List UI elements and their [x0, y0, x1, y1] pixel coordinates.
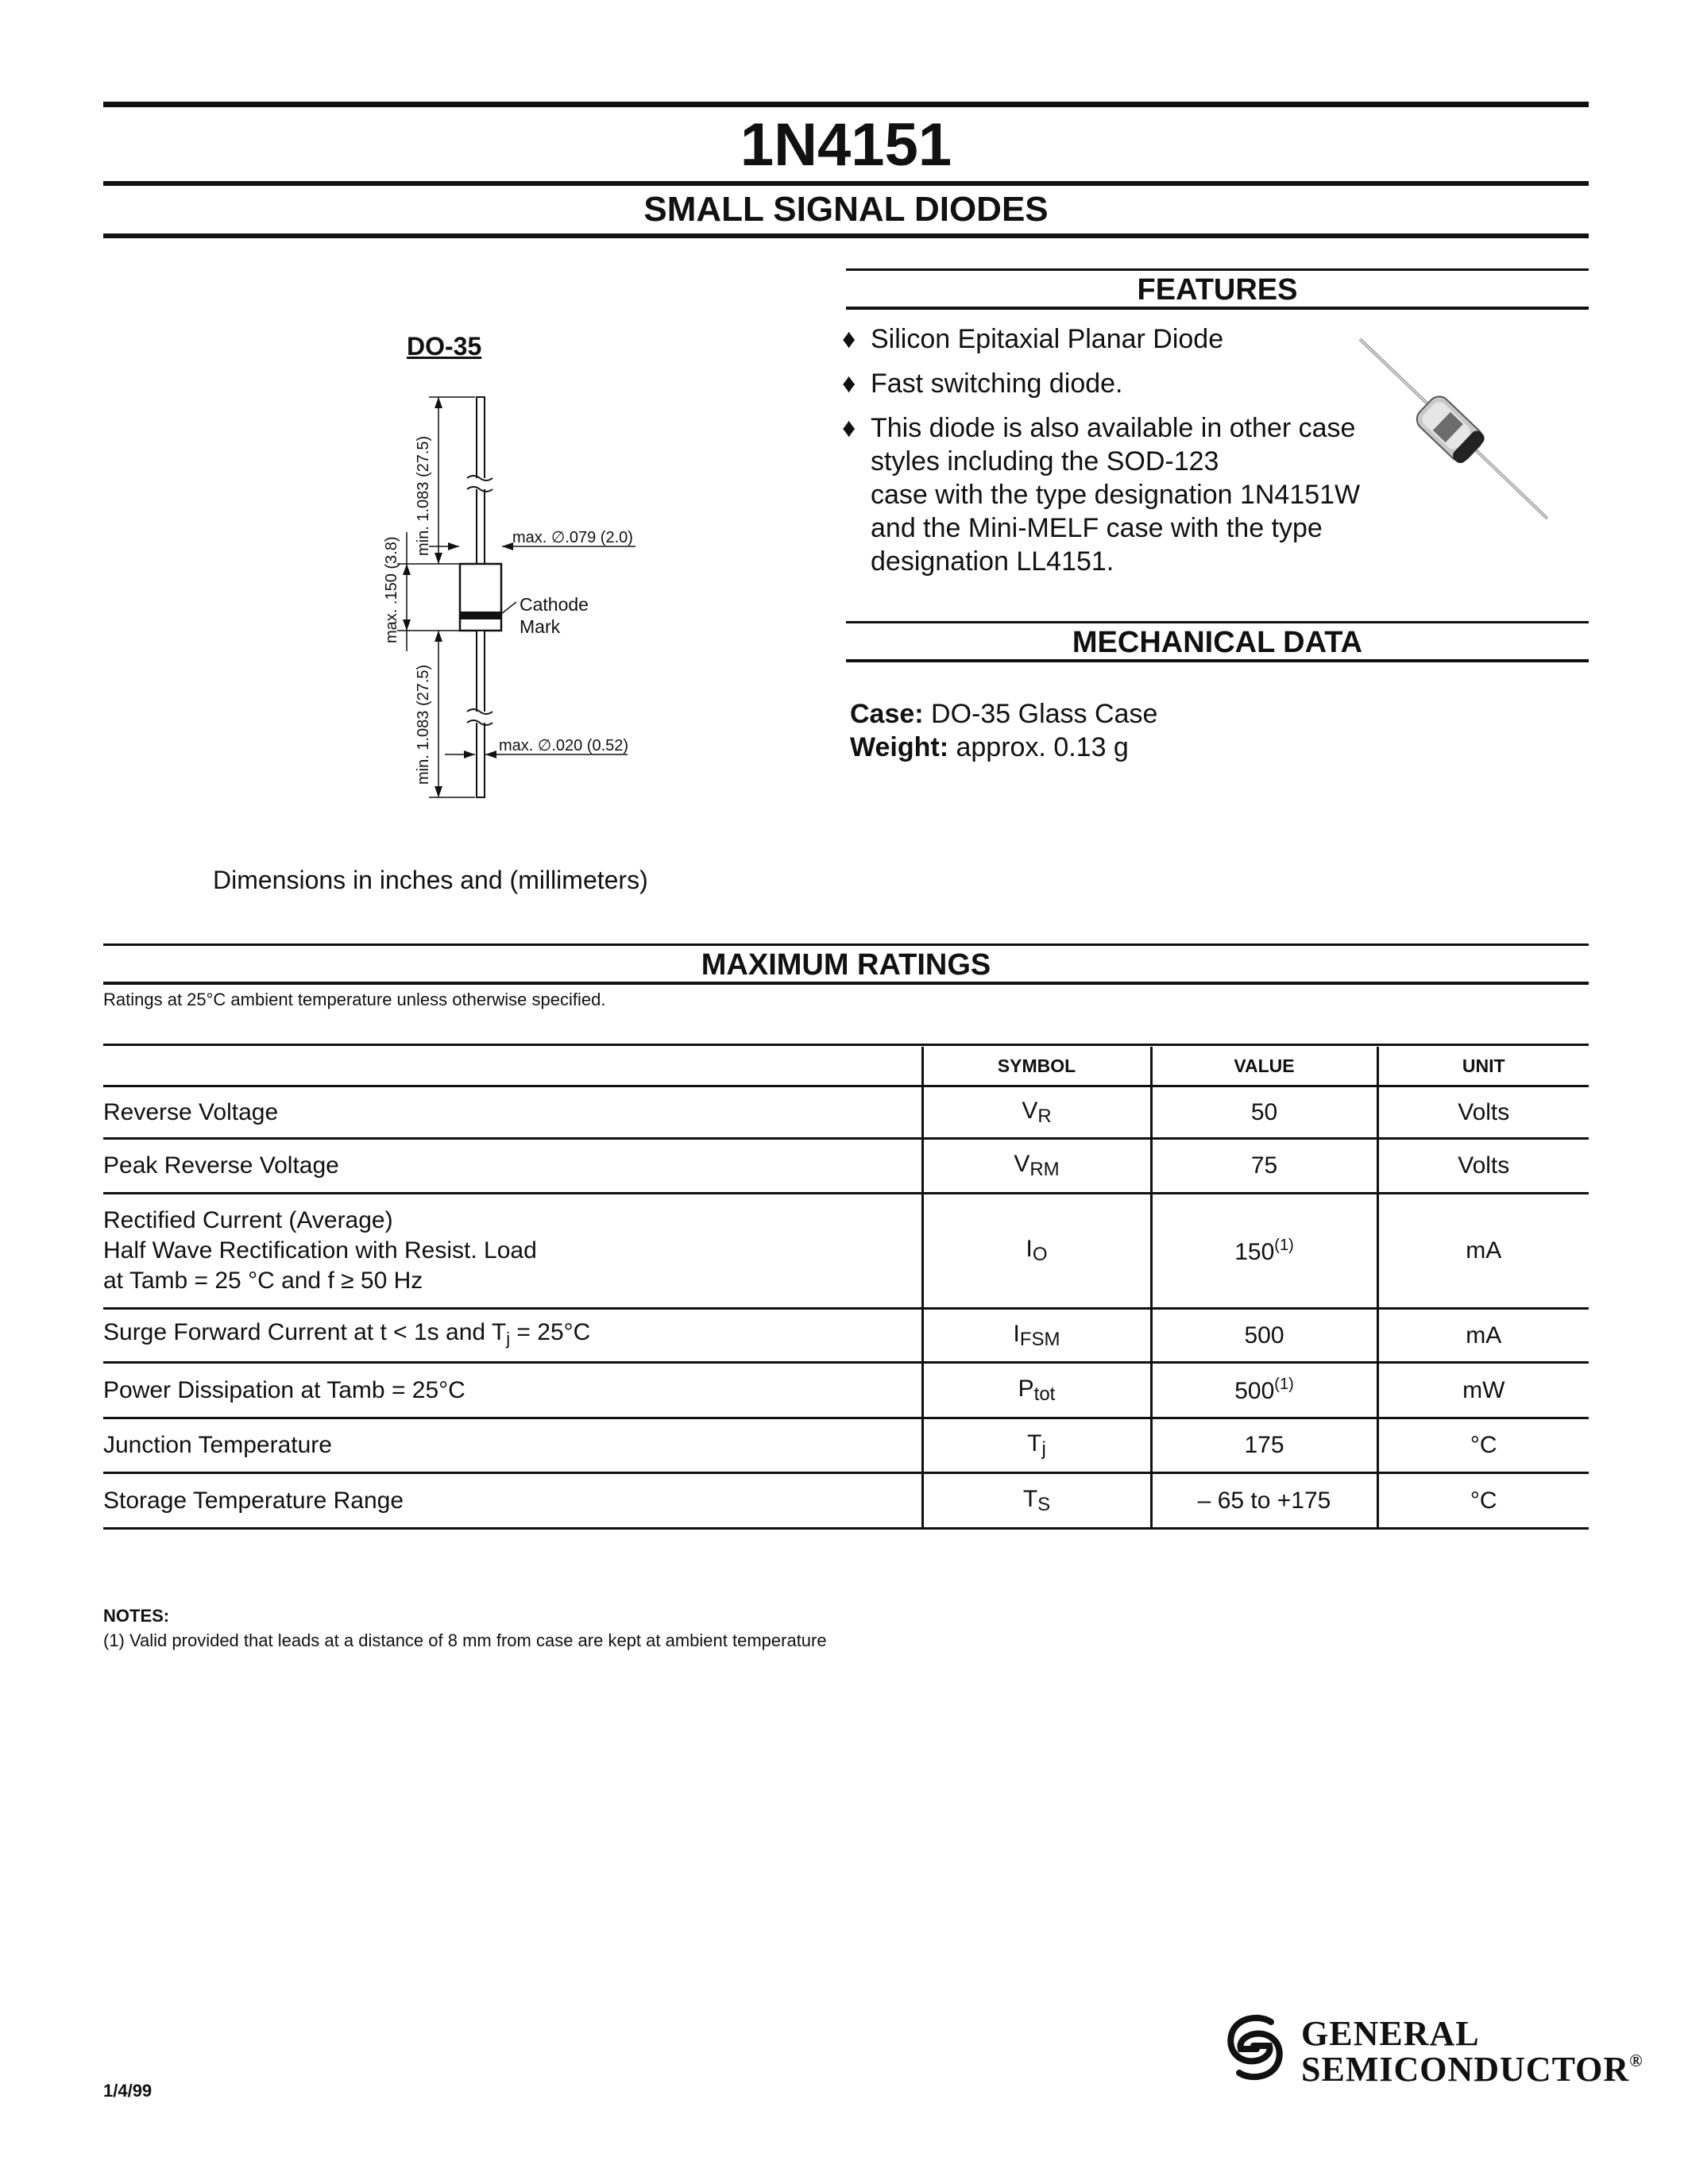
weight-label: Weight: [850, 732, 949, 762]
top-rule [103, 102, 1589, 107]
dim-lower-lead: min. 1.083 (27.5) [415, 664, 432, 785]
value-text: 75 [1250, 1152, 1278, 1179]
unit-cell [1377, 1418, 1589, 1473]
case-value: DO-35 Glass Case [923, 699, 1158, 729]
value-text: 50 [1250, 1098, 1278, 1125]
case-label: Case: [850, 699, 924, 729]
symbol-main: T [1022, 1485, 1038, 1512]
cathode-label-line1: Cathode [520, 594, 589, 615]
value-cell [1151, 1473, 1377, 1529]
param-cell [103, 1139, 922, 1194]
table-row [103, 1194, 1589, 1309]
value-text: 175 [1244, 1432, 1284, 1458]
package-label: DO-35 [407, 332, 482, 361]
param-text: Half Wave Rectification with Resist. Load [103, 1237, 537, 1264]
ratings-heading: MAXIMUM RATINGS [701, 948, 991, 982]
param-subscript: j [506, 1328, 511, 1349]
feature-text: Silicon Epitaxial Planar Diode [871, 324, 1224, 354]
symbol-main: V [1014, 1151, 1030, 1177]
unit-cell [1377, 1139, 1589, 1194]
symbol-cell [922, 1418, 1151, 1473]
symbol-main: I [1013, 1320, 1020, 1347]
unit-cell [1377, 1086, 1589, 1139]
param-text: at Tamb = 25 °C and f ≥ 50 Hz [103, 1268, 423, 1294]
param-text: Storage Temperature Range [103, 1487, 404, 1514]
symbol-main: V [1022, 1097, 1038, 1124]
symbol-sub: j [1041, 1438, 1046, 1460]
table-header-row [103, 1047, 1589, 1086]
bullet-icon: ♦ [842, 324, 856, 354]
param-cell [103, 1309, 922, 1363]
value-cell [1151, 1309, 1377, 1363]
ratings-note: Ratings at 25°C ambient temperature unless otherwise specified. [103, 990, 606, 1009]
logo-line2 [1301, 2049, 1644, 2089]
feature-text: This diode is also available in other case [871, 413, 1356, 443]
dim-body: max. .150 (3.8) [383, 536, 400, 643]
symbol-main: P [1018, 1375, 1034, 1402]
table-top-rule [103, 1044, 1589, 1046]
title-rule [103, 181, 1589, 186]
symbol-sub: FSM [1019, 1328, 1060, 1350]
symbol-main: T [1027, 1430, 1042, 1457]
table-row [103, 1363, 1589, 1418]
param-cell [103, 1194, 922, 1309]
registered-mark: ® [1629, 2051, 1644, 2070]
value-text: 500 [1244, 1322, 1284, 1349]
feature-text: designation LL4151. [871, 546, 1114, 577]
value-footnote-ref: (1) [1274, 1376, 1294, 1393]
value-cell [1151, 1418, 1377, 1473]
value-text: 500 [1234, 1378, 1275, 1404]
symbol-cell [922, 1363, 1151, 1418]
dim-body-diameter: max. ∅.079 (2.0) [512, 529, 633, 546]
symbol-sub: O [1032, 1244, 1048, 1265]
cathode-label-line2: Mark [520, 616, 561, 637]
dim-upper-lead: min. 1.083 (27.5) [415, 435, 432, 556]
mechanical-rule-bottom [846, 659, 1589, 662]
subtitle: SMALL SIGNAL DIODES [643, 190, 1049, 229]
general-semiconductor-logo-icon [1215, 2008, 1295, 2087]
unit-cell [1377, 1363, 1589, 1418]
logo-line2-text: SEMICONDUCTOR [1301, 2050, 1630, 2089]
value-cell [1151, 1363, 1377, 1418]
logo-line1: GENERAL [1301, 2014, 1480, 2053]
weight-value: approx. 0.13 g [948, 732, 1129, 762]
unit-column-header: UNIT [1377, 1047, 1589, 1086]
param-cell [103, 1418, 922, 1473]
feature-text: styles including the SOD-123 [871, 446, 1219, 477]
symbol-sub: RM [1029, 1159, 1060, 1180]
param-column-header [103, 1047, 922, 1086]
dimensions-caption: Dimensions in inches and (millimeters) [213, 866, 648, 894]
symbol-sub: S [1037, 1493, 1051, 1515]
weight-line [850, 732, 1129, 763]
unit-cell [1377, 1194, 1589, 1309]
symbol-column-header: SYMBOL [922, 1047, 1151, 1086]
notes-heading: NOTES: [103, 1606, 170, 1626]
symbol-cell [922, 1309, 1151, 1363]
value-footnote-ref: (1) [1274, 1236, 1294, 1254]
subtitle-rule [103, 233, 1589, 238]
symbol-cell [922, 1086, 1151, 1139]
table-row [103, 1418, 1589, 1473]
unit-text: Volts [1458, 1098, 1510, 1125]
param-text: = 25°C [510, 1318, 591, 1345]
diode-product-image [1350, 330, 1557, 528]
unit-text: mA [1466, 1322, 1502, 1349]
mechanical-heading: MECHANICAL DATA [1072, 626, 1363, 659]
symbol-sub: R [1037, 1105, 1052, 1127]
table-row [103, 1473, 1589, 1529]
unit-text: Volts [1458, 1152, 1510, 1179]
features-heading: FEATURES [1137, 273, 1298, 307]
value-text: – 65 to +175 [1197, 1487, 1331, 1514]
revision-date: 1/4/99 [103, 2081, 153, 2101]
table-row [103, 1309, 1589, 1363]
unit-cell [1377, 1473, 1589, 1529]
features-rule-top [846, 268, 1589, 271]
unit-text: mA [1466, 1237, 1502, 1264]
ratings-rule-bottom [103, 982, 1589, 985]
symbol-cell [922, 1194, 1151, 1309]
param-cell [103, 1473, 922, 1529]
note-item: (1) Valid provided that leads at a distance of 8 mm from case are kept at ambient temperature [103, 1630, 827, 1650]
unit-cell [1377, 1309, 1589, 1363]
param-text: Peak Reverse Voltage [103, 1152, 339, 1179]
bullet-icon: ♦ [842, 413, 856, 443]
param-text: Junction Temperature [103, 1432, 332, 1458]
dim-lead-diameter: max. ∅.020 (0.52) [499, 737, 629, 754]
param-cell [103, 1363, 922, 1418]
value-cell [1151, 1139, 1377, 1194]
table-row [103, 1086, 1589, 1139]
feature-text: case with the type designation 1N4151W [871, 480, 1361, 510]
value-cell [1151, 1086, 1377, 1139]
symbol-cell [922, 1473, 1151, 1529]
value-text: 150 [1234, 1238, 1275, 1265]
param-text: Surge Forward Current at t < 1s and T [103, 1318, 507, 1345]
part-number-title: 1N4151 [740, 111, 952, 179]
case-line [850, 699, 1157, 730]
ratings-table [103, 1047, 1589, 1530]
symbol-cell [922, 1139, 1151, 1194]
value-cell [1151, 1194, 1377, 1309]
feature-text: and the Mini-MELF case with the type [871, 513, 1323, 543]
symbol-main: I [1026, 1236, 1033, 1262]
value-column-header: VALUE [1151, 1047, 1377, 1086]
unit-text: °C [1470, 1432, 1497, 1458]
param-text: Power Dissipation at Tamb = 25°C [103, 1376, 465, 1403]
param-text: Reverse Voltage [103, 1098, 279, 1125]
mechanical-rule-top [846, 621, 1589, 623]
bullet-icon: ♦ [842, 369, 856, 399]
features-rule-bottom [846, 307, 1589, 310]
ratings-rule-top [103, 943, 1589, 946]
table-row [103, 1139, 1589, 1194]
unit-text: °C [1470, 1487, 1497, 1514]
feature-text: Fast switching diode. [871, 369, 1123, 399]
symbol-sub: tot [1033, 1383, 1056, 1405]
unit-text: mW [1462, 1376, 1505, 1403]
param-cell [103, 1086, 922, 1139]
param-text: Rectified Current (Average) [103, 1207, 393, 1233]
